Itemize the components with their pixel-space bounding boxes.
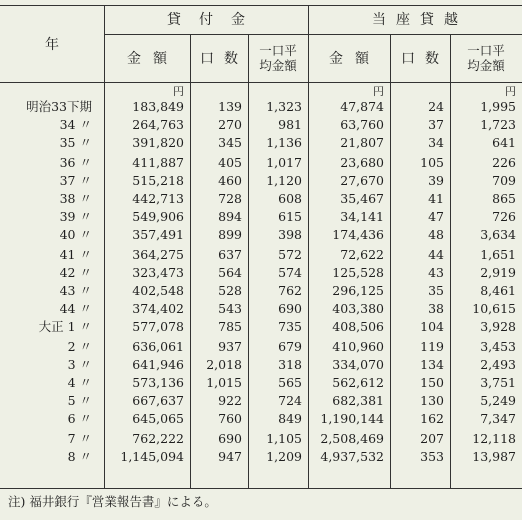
overdraft-count-cell: 150 [420,375,444,390]
overdraft-amount-cell: 682,381 [332,393,384,408]
source-note: 注) 福井銀行『営業報告書』による。 [8,494,217,509]
overdraft-amount-cell: 47,874 [340,99,384,114]
loan-amount-unit: 円 [173,85,184,98]
overdraft-avg-cell: 641 [492,135,516,150]
loan-count-cell: 637 [218,247,242,262]
year-header: 年 [45,37,59,53]
overdraft-amount-unit: 円 [373,85,384,98]
header-divider-rule [104,34,522,35]
overdraft-count-cell: 34 [428,135,444,150]
year-cell: 37 〃 [59,173,92,188]
overdraft-avg-cell: 13,987 [472,449,516,464]
loan-amount-header: 金額 [127,51,179,67]
overdraft-count-cell: 119 [420,339,444,354]
loan-amount-cell: 357,491 [132,227,184,242]
overdraft-count-cell: 39 [428,173,444,188]
overdraft-amount-cell: 23,680 [340,155,384,170]
loan-amount-cell: 442,713 [132,191,184,206]
overdraft-amount-cell: 1,190,144 [320,411,384,426]
overdraft-count-cell: 134 [420,357,444,372]
overdraft-avg-cell: 3,453 [480,339,516,354]
overdraft-avg-cell: 1,995 [480,99,516,114]
year-cell: 35 〃 [59,135,92,150]
overdraft-amount-cell: 296,125 [332,283,384,298]
table-bottom-rule [0,488,522,489]
loan-avg-cell: 398 [278,227,302,242]
loan-count-cell: 690 [218,431,242,446]
year-cell: 明治33下期 [26,99,92,114]
loan-avg-cell: 1,120 [266,173,302,188]
year-cell: 2 〃 [67,339,92,354]
loan-amount-cell: 323,473 [132,265,184,280]
overdraft-count-cell: 207 [420,431,444,446]
loan-avg-cell: 572 [278,247,302,262]
overdraft-amount-cell: 21,807 [340,135,384,150]
loan-amount-cell: 667,637 [132,393,184,408]
year-cell: 大正 1 〃 [38,319,92,334]
loans-group-header: 貸付金 [167,12,263,28]
overdraft-count-cell: 41 [428,191,444,206]
header-bottom-rule [0,82,522,83]
overdraft-avg-cell: 10,615 [472,301,516,316]
overdraft-amount-cell: 2,508,469 [320,431,384,446]
loan-count-cell: 947 [218,449,242,464]
year-cell: 4 〃 [67,375,92,390]
loan-avg-cell: 690 [278,301,302,316]
overdraft-avg-cell: 5,249 [480,393,516,408]
overdraft-amount-cell: 4,937,532 [320,449,384,464]
loan-count-cell: 345 [218,135,242,150]
year-cell: 34 〃 [59,117,92,132]
overdraft-amount-cell: 174,436 [332,227,384,242]
loan-amount-cell: 1,145,094 [120,449,184,464]
overdraft-count-cell: 353 [420,449,444,464]
loan-count-cell: 543 [218,301,242,316]
year-cell: 38 〃 [59,191,92,206]
overdraft-count-cell: 38 [428,301,444,316]
overdraft-amount-header: 金額 [329,51,381,67]
loan-avg-cell: 679 [278,339,302,354]
loan-avg-cell: 1,323 [266,99,302,114]
loan-avg-cell: 849 [278,411,302,426]
overdraft-amount-cell: 410,960 [332,339,384,354]
loan-amount-cell: 264,763 [132,117,184,132]
loan-count-header: 口数 [200,51,248,67]
loan-count-cell: 564 [218,265,242,280]
loan-avg-cell: 318 [278,357,302,372]
overdraft-count-cell: 105 [420,155,444,170]
year-cell: 41 〃 [59,247,92,262]
loan-count-cell: 139 [218,99,242,114]
year-cell: 6 〃 [67,411,92,426]
loan-amount-cell: 411,887 [132,155,184,170]
year-cell: 8 〃 [67,449,92,464]
overdraft-count-cell: 44 [428,247,444,262]
loan-avg-cell: 724 [278,393,302,408]
loan-amount-cell: 573,136 [132,375,184,390]
loan-avg-cell: 1,017 [266,155,302,170]
loan-count-cell: 937 [218,339,242,354]
overdraft-avg-cell: 2,493 [480,357,516,372]
loan-amount-cell: 374,402 [132,301,184,316]
loan-avg-cell: 615 [278,209,302,224]
overdraft-amount-cell: 72,622 [340,247,384,262]
overdraft-avg-cell: 1,651 [480,247,516,262]
overdraft-avg-cell: 8,461 [480,283,516,298]
overdraft-avg-cell: 1,723 [480,117,516,132]
loan-count-cell: 528 [218,283,242,298]
overdraft-amount-cell: 403,380 [332,301,384,316]
overdraft-count-header: 口数 [401,51,449,67]
overdraft-avg-header-line1: 一口平 [467,43,505,58]
loan-avg-cell: 1,136 [266,135,302,150]
year-cell: 42 〃 [59,265,92,280]
loan-avg-cell: 762 [278,283,302,298]
overdraft-avg-cell: 3,634 [480,227,516,242]
overdraft-amount-cell: 125,528 [332,265,384,280]
overdraft-avg-header-line2: 均金額 [467,58,505,73]
loan-count-cell: 2,018 [206,357,242,372]
loan-avg-cell: 1,105 [266,431,302,446]
overdraft-amount-cell: 35,467 [340,191,384,206]
loan-avg-cell: 735 [278,319,302,334]
overdraft-avg-cell: 726 [492,209,516,224]
loan-amount-cell: 641,946 [132,357,184,372]
table-top-rule [0,5,522,6]
overdraft-count-cell: 43 [428,265,444,280]
loan-amount-cell: 645,065 [132,411,184,426]
year-cell: 40 〃 [59,227,92,242]
overdraft-avg-cell: 3,751 [480,375,516,390]
loan-avg-cell: 608 [278,191,302,206]
loan-amount-cell: 402,548 [132,283,184,298]
loan-count-cell: 922 [218,393,242,408]
loan-count-cell: 760 [218,411,242,426]
overdraft-amount-cell: 27,670 [340,173,384,188]
loan-amount-cell: 549,906 [132,209,184,224]
loan-avg-cell: 981 [278,117,302,132]
loan-avg-cell: 574 [278,265,302,280]
loan-count-cell: 785 [218,319,242,334]
overdraft-avg-cell: 2,919 [480,265,516,280]
overdraft-count-cell: 104 [420,319,444,334]
overdraft-avg-cell: 709 [492,173,516,188]
overdraft-amount-cell: 562,612 [332,375,384,390]
loan-count-cell: 894 [218,209,242,224]
overdraft-avg-cell: 7,347 [480,411,516,426]
overdraft-avg-cell: 3,928 [480,319,516,334]
overdraft-count-cell: 24 [428,99,444,114]
loan-amount-cell: 183,849 [132,99,184,114]
overdraft-avg-unit: 円 [505,85,516,98]
overdraft-avg-cell: 226 [492,155,516,170]
overdraft-amount-cell: 408,506 [332,319,384,334]
loan-avg-cell: 1,209 [266,449,302,464]
loan-amount-cell: 515,218 [132,173,184,188]
loan-count-cell: 460 [218,173,242,188]
loan-amount-cell: 364,275 [132,247,184,262]
loan-amount-cell: 391,820 [132,135,184,150]
loan-avg-header-line1: 一口平 [259,43,297,58]
loan-amount-cell: 577,078 [132,319,184,334]
overdraft-amount-cell: 34,141 [340,209,384,224]
year-cell: 36 〃 [59,155,92,170]
overdraft-count-cell: 162 [420,411,444,426]
year-cell: 7 〃 [67,431,92,446]
loan-amount-cell: 636,061 [132,339,184,354]
overdraft-count-cell: 48 [428,227,444,242]
year-cell: 44 〃 [59,301,92,316]
overdraft-avg-cell: 12,118 [472,431,516,446]
overdraft-count-cell: 37 [428,117,444,132]
year-cell: 5 〃 [67,393,92,408]
overdraft-count-cell: 47 [428,209,444,224]
loan-count-cell: 270 [218,117,242,132]
loan-count-cell: 1,015 [206,375,242,390]
overdraft-avg-cell: 865 [492,191,516,206]
loan-count-cell: 899 [218,227,242,242]
overdraft-amount-cell: 334,070 [332,357,384,372]
overdraft-count-cell: 35 [428,283,444,298]
overdraft-group-header: 当座貸越 [372,12,468,28]
loan-avg-cell: 565 [278,375,302,390]
loan-avg-header-line2: 均金額 [259,58,297,73]
loan-count-cell: 728 [218,191,242,206]
overdraft-count-cell: 130 [420,393,444,408]
year-cell: 39 〃 [59,209,92,224]
year-cell: 3 〃 [67,357,92,372]
year-cell: 43 〃 [59,283,92,298]
loan-amount-cell: 762,222 [132,431,184,446]
overdraft-amount-cell: 63,760 [340,117,384,132]
loan-count-cell: 405 [218,155,242,170]
